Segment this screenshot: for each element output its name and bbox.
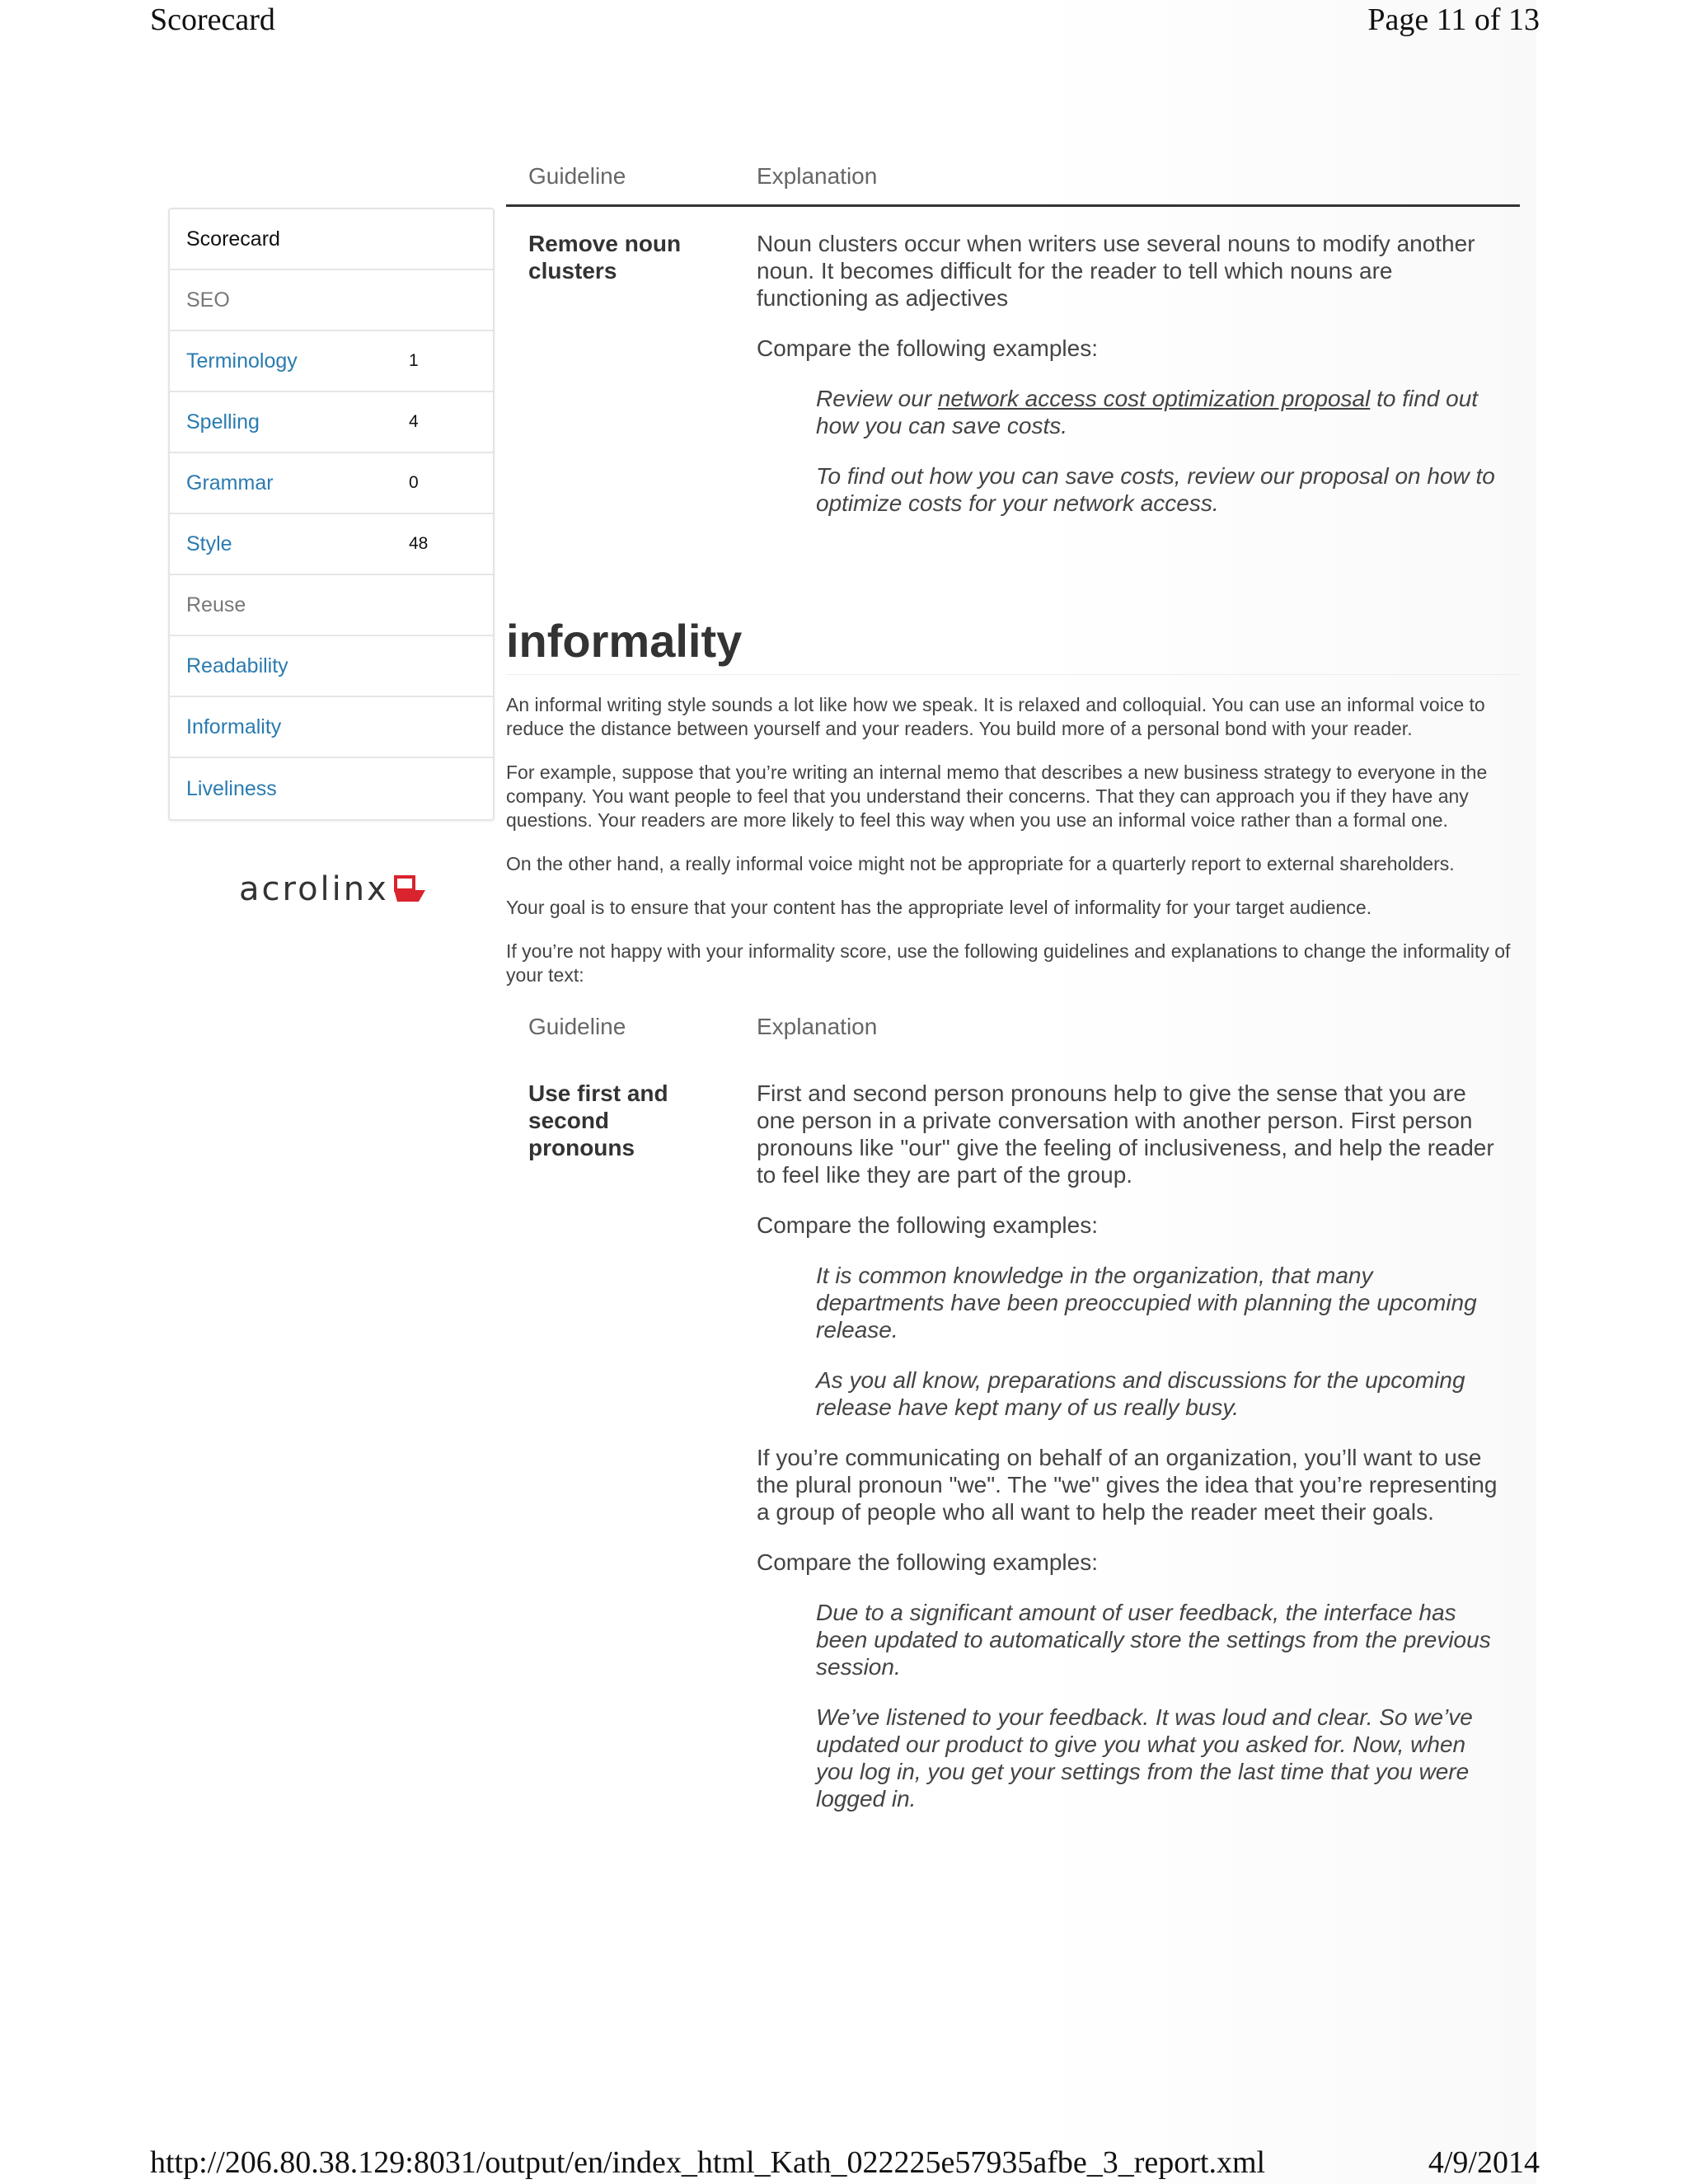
sidebar-item-count: 48	[409, 534, 429, 553]
sidebar-item-scorecard[interactable]	[170, 209, 493, 270]
footer-date: 4/9/2014	[1428, 2145, 1540, 2180]
main-content	[506, 157, 1520, 1835]
guideline-explanation	[757, 230, 1498, 517]
sidebar-item-label: Scorecard	[186, 227, 280, 251]
header-title: Scorecard	[150, 2, 275, 37]
logo-mark-icon	[392, 875, 429, 903]
example-text: To find out how you can save costs, review our proposal on how to optimize costs for your network access.	[816, 463, 1495, 516]
example-text-part: to find out how you can save costs.	[816, 386, 1479, 438]
column-header-explanation: Explanation	[757, 163, 878, 189]
footer-url: http://206.80.38.129:8031/output/en/index_html_Kath_022225e57935afbe_3_report.xml	[150, 2145, 1266, 2180]
explanation-paragraph: If you’re communicating on behalf of an organization, you’ll want to use the plural pronoun "we". The "we" gives the idea that you’re representing a group of people who all want to help the reader meet their goals.	[757, 1445, 1498, 1525]
logo-text: acrolinx	[239, 870, 389, 908]
sidebar-item-liveliness[interactable]	[170, 758, 493, 819]
sidebar-item-reuse[interactable]	[170, 575, 493, 636]
sidebar-item-seo[interactable]	[170, 270, 493, 331]
sidebar-item-label: Style	[186, 532, 232, 555]
guideline-label: Remove noun clusters	[528, 231, 682, 284]
column-header-guideline: Guideline	[528, 1014, 626, 1039]
explanation-paragraph: Compare the following examples:	[757, 335, 1098, 361]
sidebar-item-label: Terminology	[186, 349, 298, 373]
table-row	[506, 1080, 1520, 1812]
acrolinx-logo	[239, 870, 429, 908]
column-header-guideline: Guideline	[528, 163, 626, 189]
sidebar-item-count: 1	[409, 351, 419, 370]
sidebar-item-style[interactable]	[170, 514, 493, 575]
body-paragraph: On the other hand, a really informal voice might not be appropriate for a quarterly report to external shareholders.	[506, 853, 1455, 874]
sidebar-item-readability[interactable]	[170, 636, 493, 697]
sidebar-item-label: Readability	[186, 654, 288, 677]
sidebar-item-count: 0	[409, 473, 419, 492]
table-header	[506, 1007, 1520, 1055]
example-text	[816, 385, 1498, 439]
example-text: As you all know, preparations and discussions for the upcoming release have kept many of us really busy.	[816, 1367, 1465, 1420]
example-text: It is common knowledge in the organization, that many departments have been preoccupied with planning the upcoming release.	[816, 1263, 1477, 1343]
example-text: Due to a significant amount of user feedback, the interface has been updated to automatically store the settings from the previous session.	[816, 1600, 1491, 1680]
example-text-part: Review our	[816, 386, 938, 411]
body-paragraph: Your goal is to ensure that your content has the appropriate level of informality for your target audience.	[506, 897, 1372, 918]
sidebar-item-label: Grammar	[186, 471, 274, 494]
body-paragraph: An informal writing style sounds a lot like how we speak. It is relaxed and colloquial. You can use an informal voice to reduce the distance between yourself and your readers. You build more of a personal bond with your reader.	[506, 694, 1485, 739]
sidebar-item-label: Spelling	[186, 410, 260, 434]
header-page-number: Page 11 of 13	[1367, 2, 1540, 37]
sidebar-item-terminology[interactable]	[170, 331, 493, 392]
body-paragraph: For example, suppose that you’re writing an internal memo that describes a new business strategy to everyone in the company. You want people to feel that you understand their concerns. That they can approach you if they have any questions. Your readers are more likely to feel this way when you use an informal voice rather than a formal one.	[506, 762, 1488, 831]
guideline-explanation	[757, 1080, 1498, 1812]
sidebar-item-informality[interactable]	[170, 697, 493, 758]
sidebar-item-grammar[interactable]	[170, 453, 493, 514]
example-highlight: network access cost optimization proposal	[937, 386, 1371, 411]
sidebar-item-label: Liveliness	[186, 776, 277, 800]
sidebar-item-spelling[interactable]	[170, 392, 493, 453]
sidebar-nav	[168, 208, 495, 821]
table-row	[506, 230, 1520, 517]
section-body	[506, 693, 1520, 987]
explanation-paragraph: Compare the following examples:	[757, 1549, 1098, 1575]
table-header	[506, 157, 1520, 207]
column-header-explanation: Explanation	[757, 1014, 878, 1039]
sidebar-item-label: Reuse	[186, 593, 246, 616]
body-paragraph: If you’re not happy with your informality score, use the following guidelines and explanations to change the informality of your text:	[506, 940, 1511, 986]
example-text: We’ve listened to your feedback. It was loud and clear. So we’ve updated our product to give you what you asked for. Now, when you log in, you get your settings from the last time that you were logged in.	[816, 1704, 1473, 1811]
section-title: informality	[506, 614, 1520, 675]
guideline-label: Use first and second pronouns	[528, 1080, 668, 1160]
explanation-paragraph: Compare the following examples:	[757, 1212, 1098, 1238]
explanation-paragraph: First and second person pronouns help to give the sense that you are one person in a private conversation with another person. First person pronouns like "our" give the feeling of inclusiveness, and help the reader to feel like they are part of the group.	[757, 1080, 1494, 1188]
sidebar-item-count: 4	[409, 412, 419, 431]
sidebar-item-label: Informality	[186, 715, 282, 738]
explanation-paragraph: Noun clusters occur when writers use several nouns to modify another noun. It becomes difficult for the reader to tell which nouns are functioning as adjectives	[757, 231, 1475, 311]
sidebar-item-label: SEO	[186, 288, 230, 312]
